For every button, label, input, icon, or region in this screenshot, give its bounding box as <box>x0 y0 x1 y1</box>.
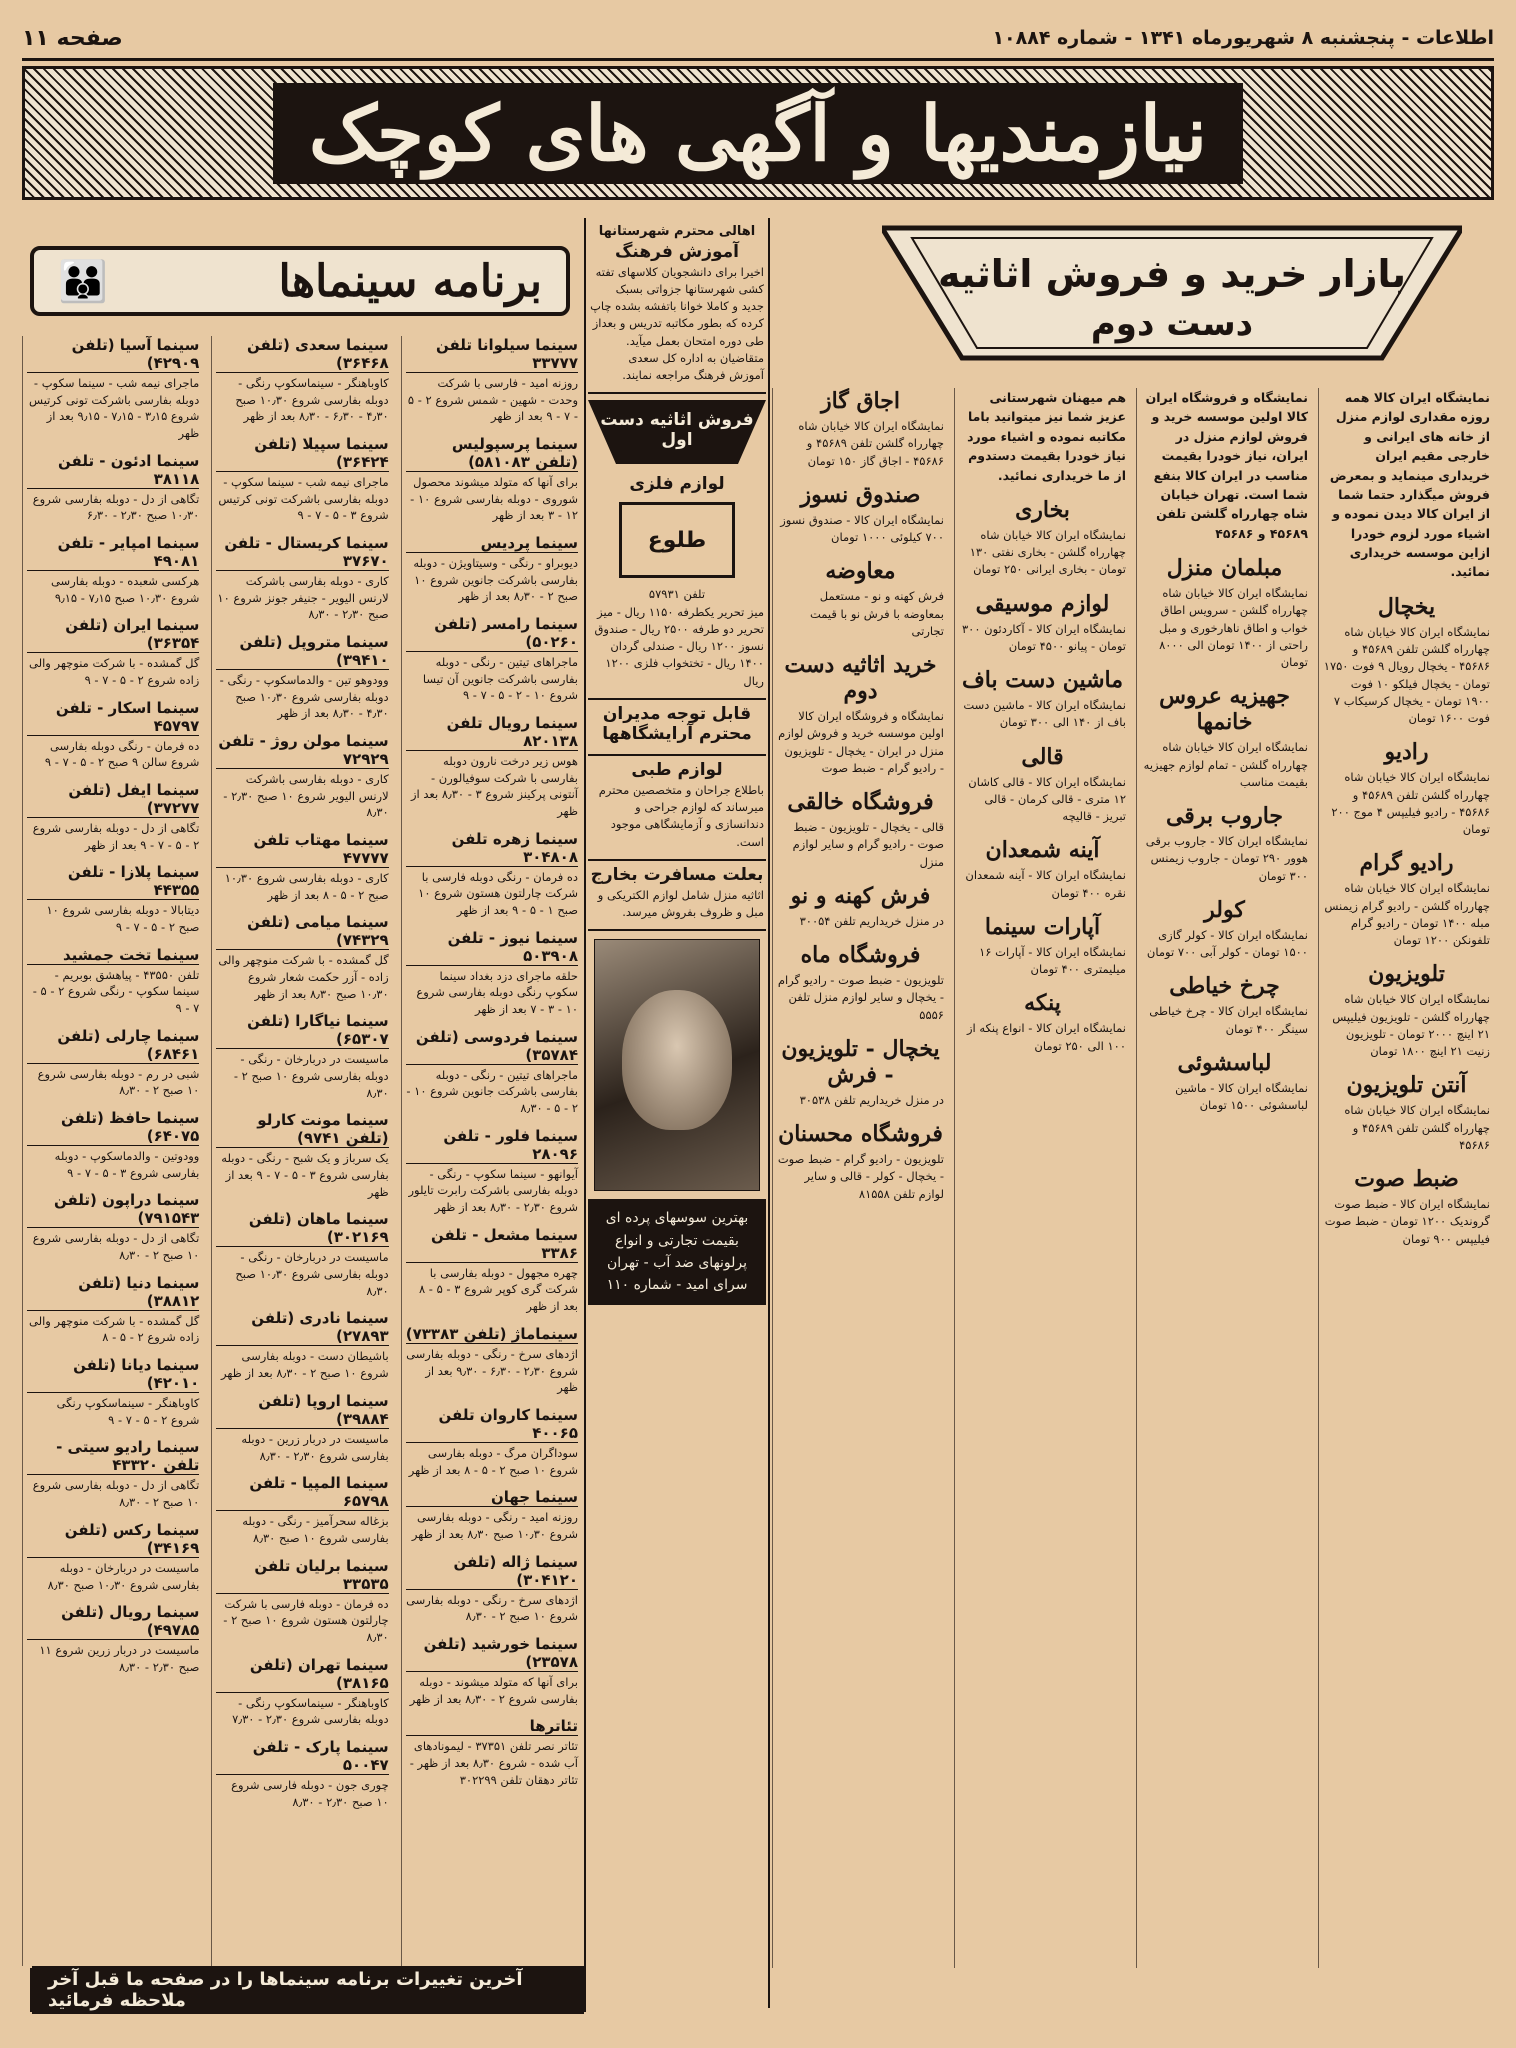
ad-text: نمایشگاه ایران کالا - ماشین لباسشوئی ۱۵۰۰ تومان <box>1175 1080 1308 1112</box>
ad-section <box>959 990 1126 1055</box>
cinema-listing <box>406 534 578 605</box>
ad-text: نمایشگاه ایران کالا - چرخ خیاطی سینگر ۴۰۰ تومان <box>1149 1004 1308 1036</box>
cinema-name: سینما جهان <box>406 1488 578 1507</box>
ad-title: لباسشوئی <box>1177 1049 1272 1076</box>
cinema-listing <box>216 1210 388 1299</box>
cinema-name: سینما سیلوانا تلفن ۳۳۷۷۷ <box>406 336 578 373</box>
ad-title: ماشین دست باف <box>961 667 1124 694</box>
ad-title: فروشگاه خالقی <box>787 789 934 815</box>
ad-text: نمایشگاه ایران کالا - صندوق نسوز ۷۰۰ کیلوئی ۱۰۰۰ تومان <box>780 512 944 544</box>
cinema-listing <box>406 1553 578 1625</box>
ad-text: نمایشگاه ایران کالا - انواع پنکه از ۱۰۰ الی ۲۵۰ تومان <box>966 1021 1126 1053</box>
ad-title: پنکه <box>1024 990 1061 1017</box>
cinema-name: سینما ایفل (تلفن ۳۷۲۷۷) <box>27 781 199 818</box>
right-column-b <box>1136 388 1312 1968</box>
ad-text: فرش کهنه و نو - مستعمل بمعاوضه با فرش نو با قیمت تجارتی <box>809 589 944 638</box>
ad-title: بخاری <box>1015 496 1070 523</box>
ad-title: فروشگاه ماه <box>800 942 921 968</box>
cinema-details: سوداگران مرگ - دوبله بفارسی شروع ۱۰ صبح ۲ - ۵ - ۸ بعد از ظهر <box>408 1445 578 1477</box>
ad-section <box>959 497 1126 579</box>
cinema-name: سینما ماهان (تلفن ۳۰۲۱۶۹) <box>216 1210 388 1247</box>
cinema-listing <box>27 1274 199 1346</box>
cinema-details: تگاهی از دل - دوبله بفارسی شروع ۲ - ۵ - ۷ - ۹ بعد از ظهر <box>32 821 200 852</box>
cinema-name: سینما رکس (تلفن ۳۴۱۶۹) <box>27 1521 199 1558</box>
cinema-details: ماجراهای تیتین - رنگی - دوبله بفارسی باشرکت جانوین آن تیسا شروع ۱۰ - ۲ - ۵ - ۷ - ۹ <box>422 655 578 703</box>
ad-title: صندوق نسوز <box>800 481 921 508</box>
cinema-details: ماسیست در دربار زرین شروع ۱۱ صبح ۲٫۳۰ - ۸٫۳۰ <box>39 1643 200 1674</box>
right-column-d <box>772 388 948 1968</box>
notice-title: آموزش فرهنگ <box>614 241 739 262</box>
cinema-details: کاوباهنگر - سینماسکوپ رنگی شروع ۲ - ۵ - ۷ - ۹ <box>56 1396 200 1427</box>
ad-text: نمایشگاه ایران کالا - ضبط صوت گروندیک ۱۲۰۰ تومان - ضبط صوت فیلیپس ۹۰۰ تومان <box>1324 1197 1490 1246</box>
ad-text: نمایشگاه ایران کالا - آینه شمعدان نقره ۴۰۰ تومان <box>965 868 1126 900</box>
page-number: صفحه ۱۱ <box>22 25 123 51</box>
cinema-name: سینما فلور - تلفن ۲۸۰۹۶ <box>406 1127 578 1164</box>
cinema-listing <box>27 1109 199 1181</box>
cinema-listing <box>27 1438 199 1510</box>
cinema-details: دیوبراو - رنگی - وسیتاویژن - دوبله بفارسی باشرکت جانوین شروع ۱۰ صبح ۲ - ۸٫۳۰ بعد از ظهر <box>413 556 578 604</box>
ad-section <box>777 482 944 547</box>
ad-text: نمایشگاه ایران کالا - قالی کاشان ۱۲ متری - قالی کرمان - قالی تبریز - قالیچه <box>968 774 1126 824</box>
ad-text: تلویزیون - رادیو گرام - ضبط صوت - یخچال - کولر - قالی و سایر لوازم تلفن ۸۱۵۵۸ <box>777 1152 944 1201</box>
cinema-listing <box>216 1309 388 1381</box>
cinema-details: اژدهای سرخ - رنگی - دوبله بفارسی شروع ۱۰ صبح ۲ - ۸٫۳۰ <box>406 1592 578 1624</box>
cinema-name: سینما اسکار - تلفن ۴۵۷۹۷ <box>27 699 199 736</box>
cinema-name: سینما رویال تلفن ۸۲۰۱۳۸ <box>406 714 578 751</box>
travel-text: اثاثیه منزل شامل لوازم الکتریکی و مبل و ظروف بفروش میرسد. <box>597 887 764 919</box>
cinema-name: سینما پلازا - تلفن ۴۴۳۵۵ <box>27 863 199 900</box>
cinema-name: سینما چارلی (تلفن ۶۸۴۶۱) <box>27 1027 199 1064</box>
cinema-name: سینما فردوسی (تلفن ۳۵۷۸۴) <box>406 1028 578 1065</box>
cinema-listing <box>216 435 388 524</box>
cinema-name: سینما آسیا (تلفن ۴۲۹۰۹) <box>27 336 199 373</box>
ad-text: نمایشگاه ایران کالا خیابان شاه چهارراه گلشن تلفن ۴۵۶۸۹ و ۴۵۶۸۶ - اجاق گاز ۱۵۰ تومان <box>798 419 944 468</box>
ad-section <box>1323 961 1490 1060</box>
cinema-listing <box>27 1027 199 1099</box>
cinema-schedule-header <box>30 246 570 316</box>
cinema-name: سینما رامسر (تلفن ۵۰۲۶۰) <box>406 615 578 652</box>
cinema-name: سینما زهره تلفن ۳۰۴۸۰۸ <box>406 830 578 867</box>
cinema-name: سینما رویال (تلفن ۴۹۷۸۵) <box>27 1603 199 1640</box>
cinema-name: سینما برلیان تلفن ۳۳۵۳۵ <box>216 1557 388 1594</box>
cinema-details: ماجراهای تیتین - رنگی - دوبله بفارسی باشرکت جانوین شروع ۱۰ - ۲ - ۵ - ۸٫۳۰ <box>406 1067 578 1116</box>
cinema-details: ماجرای نیمه شب - سینما سکوپ - دوبله بفارسی باشرکت تونی کرتیس شروع ۳ - ۵ - ۷ - ۹ <box>218 475 389 523</box>
cinema-listing <box>27 452 199 524</box>
cinema-listing <box>216 1656 388 1728</box>
ad-section <box>959 591 1126 656</box>
cinema-details: چهره مجهول - دوبله بفارسی با شرکت گری کوپر شروع ۳ - ۵ - ۸ بعد از ظهر <box>418 1265 578 1314</box>
medical-block <box>588 756 766 861</box>
cinema-name: سینما ژاله (تلفن ۳۰۴۱۲۰) <box>406 1553 578 1590</box>
cinema-listing <box>406 435 578 524</box>
right-column-a <box>1318 388 1494 1968</box>
cinema-listing <box>27 336 199 442</box>
barbers-title: قابل توجه مدیران محترم آرایشگاهها <box>602 703 752 744</box>
bazaar-line1: بازار خرید و فروش اثاثیه <box>937 252 1407 296</box>
ad-section <box>1141 803 1308 885</box>
cinema-name: سینما ایران (تلفن ۳۶۳۵۴) <box>27 616 199 653</box>
metal-goods-title: لوازم فلزی <box>629 474 725 495</box>
ad-section <box>959 744 1126 826</box>
cinema-details: شبی در رم - دوبله بفارسی شروع ۱۰ صبح ۲ - ۸٫۳۰ <box>37 1066 200 1098</box>
cinema-name: سینما پردیس <box>406 534 578 553</box>
cinema-listing <box>216 913 388 1002</box>
cinema-details: ماسیست در دربارخان - رنگی - دوبله بفارسی شروع ۱۰٫۳۰ صبح ۸٫۳۰ <box>235 1250 389 1298</box>
ad-title: فرش کهنه و نو <box>790 882 931 909</box>
ad-section <box>777 652 944 777</box>
cinema-details: آیوانهو - سینما سکوپ - رنگی - دوبله بفارسی باشرکت رابرت تایلور شروع ۲٫۳۰ - ۸٫۳۰ بعد از ظهر <box>408 1166 578 1215</box>
ad-section <box>1141 555 1308 671</box>
cinema-details: تگاهی از دل - دوبله بفارسی شروع ۱۰٫۳۰ صبح ۲٫۳۰ - ۶٫۳۰ <box>32 491 200 523</box>
cinema-details: گل گمشده - با شرکت منوچهر والی زاده - آزر حکمت شعار شروع ۱۰٫۳۰ صبح ۸٫۳۰ بعد از ظهر <box>218 953 389 1001</box>
ad-title: یخچال - تلویزیون - فرش <box>781 1035 940 1088</box>
cinema-listing <box>27 863 199 935</box>
portrait-photo <box>594 939 760 1191</box>
cinema-details: گل گمشده - با شرکت منوچهر والی زاده شروع ۲ - ۵ - ۸ <box>29 1313 200 1345</box>
ad-text: نمایشگاه ایران کالا خیابان شاه چهارراه گلشن - سرویس اطاق خواب و اطاق ناهارخوری و مبل راحتی از ۱۴۰۰ تومان الی ۸۰۰۰ تومان <box>1158 586 1308 669</box>
cinema-details: حلقه ماجرای دزد بغداد سینما سکوپ رنگی دوبله بفارسی شروع ۱۰ - ۳ - ۷ بعد از ظهر <box>416 968 578 1017</box>
ad-title: خرید اثاثیه دست دوم <box>784 652 937 704</box>
right-columns <box>772 388 1494 1968</box>
cinema-listing <box>27 946 199 1017</box>
cinema-details: وودوتین - والدماسکوپ - دوبله بفارسی شروع ۳ - ۵ - ۷ - ۹ <box>54 1149 200 1180</box>
cinema-details: کاری - دوبله بفارسی باشرکت لارنس الیویر - جنیفر جونز شروع ۱۰ صبح ۲٫۳۰ - ۸٫۳۰ <box>217 574 389 622</box>
cinema-listing <box>406 336 578 425</box>
ad-text: قالی - یخچال - تلویزیون - ضبط صوت - رادیو گرام و سایر لوازم منزل <box>792 820 944 869</box>
cinema-details: ماسیست در دربارخان - رنگی - دوبله بفارسی شروع ۱۰ صبح ۲ - ۸٫۳۰ <box>233 1052 389 1100</box>
barbers-block <box>588 700 766 756</box>
cinema-listing <box>27 699 199 771</box>
ad-title: رادیو <box>1384 739 1429 766</box>
cinema-details: روزنه امید - فارسی با شرکت وحدت - شهین - شمس شروع ۲ - ۵ - ۷ - ۹ بعد از ظهر <box>407 376 578 424</box>
cinema-name: سینما دیانا (تلفن ۴۲۰۱۰) <box>27 1356 199 1393</box>
cinema-name: سینما رادیو سیتی - تلفن ۴۳۳۲۰ <box>27 1438 199 1475</box>
ad-title: یخچال <box>1377 593 1436 620</box>
ad-section <box>1323 594 1490 728</box>
cinema-listing <box>27 616 199 688</box>
cinema-listing <box>406 1406 578 1478</box>
ad-text: نمایشگاه ایران کالا خیابان شاه چهارراه گلشن - بخاری نفتی ۱۳۰ تومان - بخاری ایرانی ۲۵۰ تومان <box>969 527 1126 577</box>
cinema-name: تئاترها <box>406 1717 578 1736</box>
classifieds-banner <box>22 66 1494 200</box>
cinema-name: سینما کریستال - تلفن ۳۷۶۷۰ <box>216 534 388 571</box>
ad-text: نمایشگاه ایران کالا خیابان شاه چهارراه گلشن - تمام لوازم جهیزیه بقیمت مناسب <box>1143 740 1308 789</box>
cinema-name: سینما متروپل (تلفن ۳۹۴۱۰) <box>216 633 388 670</box>
cinema-listing <box>406 1127 578 1216</box>
bazaar-header <box>882 218 1462 368</box>
cinema-name: سینما تهران (تلفن ۳۸۱۶۵) <box>216 1656 388 1693</box>
cinema-listing <box>216 1392 388 1464</box>
ad-text: نمایشگاه ایران کالا - آکاردئون ۳۰۰ تومان - پیانو ۴۵۰۰ تومان <box>961 621 1126 653</box>
sell-first-hand-label: فروش اثاثیه دست اول <box>600 410 754 451</box>
cinema-listing <box>216 1012 388 1101</box>
middle-column <box>588 218 766 1968</box>
cinema-name: سینماماژ (تلفن ۷۳۳۸۳) <box>405 1324 578 1343</box>
cinema-name: سینما سپیلا (تلفن ۳۶۴۲۴) <box>216 435 388 472</box>
ad-section <box>777 789 944 871</box>
cinema-name: سینما نیاگارا (تلفن ۶۵۳۰۷) <box>216 1012 388 1049</box>
cinema-listing <box>216 336 388 425</box>
cinema-columns <box>22 336 582 1966</box>
cinema-listing <box>406 1717 578 1788</box>
cinema-listing <box>216 1738 388 1810</box>
ad-title: لوازم موسیقی <box>975 590 1110 617</box>
column-divider <box>584 218 586 2008</box>
cinema-name: سینما کاروان تلفن ۴۰۰۶۵ <box>406 1406 578 1443</box>
ad-section <box>959 914 1126 979</box>
cinema-details: وودوهو تین - والدماسکوپ - رنگی - دوبله بفارسی شروع ۱۰٫۳۰ صبح ۴٫۳۰ - ۸٫۳۰ بعد از ظهر <box>219 673 389 721</box>
intro-c: هم میهنان شهرستانی عزیز شما نیز میتوانید باما مکاتبه نموده و اشیاء مورد نیاز خودرا بقیمت دستدوم از ما خریداری نمائید. <box>967 390 1126 483</box>
ad-section <box>1323 1166 1490 1248</box>
cinema-listing <box>27 1356 199 1428</box>
cinema-details: ده فرمان - رنگی دوبله بفارسی شروع سالن ۹ صبح ۲ - ۵ - ۷ - ۹ <box>44 738 200 770</box>
ad-section <box>1323 1072 1490 1154</box>
ad-section <box>777 883 944 930</box>
cinema-name: سینما سعدی (تلفن ۳۶۴۶۸) <box>216 336 388 373</box>
cinema-column-1 <box>401 336 582 1966</box>
ad-section <box>777 1036 944 1109</box>
medical-title: لوازم طبی <box>631 759 723 780</box>
ad-text: نمایشگاه ایران کالا - جاروب برقی هوور ۲۹۰ تومان - جاروب زیمنس ۳۰۰ تومان <box>1145 834 1308 883</box>
ad-title: جاروب برقی <box>1165 803 1284 829</box>
cinema-name: سینما مولن روژ - تلفن ۷۲۹۲۹ <box>216 732 388 769</box>
ad-title: قالی <box>1021 743 1064 770</box>
travel-block <box>588 861 766 932</box>
ad-title: آپارات سینما <box>984 913 1101 940</box>
intro-b: نمایشگاه و فروشگاه ایران کالا اولین موسسه خرید و فروش لوازم منزل در ایران، نیاز خودرا بقیمت مناسب در ایران کالا بنفع شما است. تهران خیابان شاه چهارراه گلشن تلفن ۴۵۶۸۹ و ۴۵۶۸۶ <box>1145 390 1308 541</box>
ad-text: در منزل خریداریم تلفن ۳۰۵۳۸ <box>799 1092 944 1107</box>
cinema-listing <box>406 830 578 919</box>
notice-subtitle: اهالی محترم شهرستانها <box>598 224 756 239</box>
ad-title: چرخ خیاطی <box>1169 973 1280 1000</box>
cinema-details: یک سرباز و یک شبح - رنگی - دوبله بفارسی شروع ۳ - ۵ - ۷ - ۹ بعد از ظهر <box>221 1151 389 1199</box>
cinema-listing <box>406 1028 578 1117</box>
ad-title: جهیزیه عروس خانمها <box>1159 683 1290 736</box>
ad-text: نمایشگاه ایران کالا - کولر گازی ۱۵۰۰ تومان - کولر آبی ۷۰۰ تومان <box>1146 927 1308 959</box>
cinema-details: ده فرمان - دوبله فارسی با شرکت چارلتون هستون شروع ۱۰ صبح ۲ - ۸٫۳۰ <box>223 1596 389 1644</box>
column-divider <box>768 218 770 2008</box>
cinema-listing <box>406 929 578 1018</box>
ad-section <box>1323 739 1490 838</box>
cinema-details: کاوباهنگر - سینماسکوپ رنگی - دوبله بفارسی شروع ۲٫۳۰ - ۷٫۳۰ <box>232 1695 389 1727</box>
curtain-ad: بهترین سوسهای پرده ای بقیمت تجارتی و انواع پرلونهای ضد آب - تهران سرای امید - شماره ۱۱۰ <box>588 1199 766 1305</box>
sell-first-hand-arrow <box>588 400 766 464</box>
banner-title: نیازمندیها و آگهی های کوچک <box>273 83 1243 184</box>
ad-section <box>777 942 944 1024</box>
ad-section <box>959 667 1126 732</box>
ad-text: نمایشگاه ایران کالا خیابان شاه چهارراه گلشن تلفن ۴۵۶۸۹ و ۴۵۶۸۶ <box>1344 1103 1490 1152</box>
ad-text: نمایشگاه ایران کالا - ماشین دست باف از ۱۴۰ الی ۳۰۰ تومان <box>963 698 1126 730</box>
ad-title: آنتن تلویزیون <box>1346 1072 1467 1099</box>
intro-a: نمایشگاه ایران کالا همه روزه مقداری لوازم منزل از خانه های ایرانی و خارجی مقیم ایران خریداری مینماید و بمعرض فروش میگذارد حتما شما از ایران کالا دیدن نموده و اشیاء مورد لزوم خودرا ازاین موسسه خریداری نمائید. <box>1329 390 1490 580</box>
footer-banner <box>30 1968 586 2012</box>
masthead: اطلاعات - پنجشنبه ۸ شهریورماه ۱۳۴۱ - شماره ۱۰۸۸۴ <box>992 27 1494 49</box>
cinema-name: سینما ادئون - تلفن ۳۸۱۱۸ <box>27 452 199 489</box>
cinema-listing <box>216 633 388 722</box>
ad-text: در منزل خریداریم تلفن ۳۰۰۵۴ <box>799 913 944 928</box>
ad-title: رادیو گرام <box>1359 850 1454 877</box>
cinema-details: باشیطان دست - دوبله بفارسی شروع ۱۰ صبح ۲ - ۸٫۳۰ بعد از ظهر <box>221 1349 389 1381</box>
cinema-name: سینما نادری (تلفن ۲۷۸۹۳) <box>216 1309 388 1346</box>
cinema-name: سینما تخت جمشید <box>27 946 199 965</box>
cinema-name: سینما دراپون (تلفن ۷۹۱۵۴۳) <box>27 1191 199 1228</box>
cinema-details: هرکسی شعبده - دوبله بفارسی شروع ۱۰٫۳۰ صبح ۷٫۱۵ - ۹٫۱۵ <box>50 574 200 605</box>
cinema-details: برای آنها که متولد میشوند - دوبله بفارسی شروع ۲ - ۸٫۳۰ بعد از ظهر <box>409 1674 578 1706</box>
right-column-c <box>954 388 1130 1968</box>
cinema-details: تلفن ۴۳۵۵۰ - پیاهشق بوبریم - سینما سکوپ - رنگی شروع ۲ - ۵ - ۷ - ۹ <box>32 967 200 1016</box>
cinema-listing <box>216 534 388 623</box>
cinema-name: سینما مهتاب تلفن ۴۷۷۷۷ <box>216 831 388 868</box>
bazaar-line2: دست دوم <box>1090 304 1254 344</box>
masthead-line <box>22 18 1494 61</box>
ad-section <box>959 837 1126 902</box>
ad-title: ضبط صوت <box>1354 1166 1459 1192</box>
footer-text: آخرین تغییرات برنامه سینماها را در صفحه ما قبل آخر ملاحظه فرمائید <box>32 1966 584 2014</box>
cinema-details: بزغاله سحرآمیز - رنگی - دوبله بفارسی شروع ۱۰ صبح ۸٫۳۰ <box>242 1514 389 1545</box>
family-icon: 👪 <box>58 258 108 305</box>
ad-section <box>777 388 944 470</box>
cinema-details: کاری - دوبله بفارسی باشرکت لارنس الیویر شروع ۱۰ صبح ۲٫۳۰ - ۸٫۳۰ <box>223 772 389 820</box>
ad-text: نمایشگاه ایران کالا - آپارات ۱۶ میلیمتری ۴۰۰ تومان <box>979 944 1126 977</box>
cinema-name: سینما دنیا (تلفن ۳۸۸۱۲) <box>27 1274 199 1311</box>
cinema-name: سینما حافظ (تلفن ۶۴۰۷۵) <box>27 1109 199 1146</box>
cinema-details: کاوباهنگر - سینماسکوپ رنگی - دوبله بفارسی شروع ۱۰٫۳۰ صبح ۴٫۳۰ - ۶٫۳۰ - ۸٫۳۰ بعد از ظهر <box>235 376 389 424</box>
ad-section <box>1323 850 1490 949</box>
ad-section <box>1141 683 1308 791</box>
cinema-schedule-title: برنامه سینماها <box>278 255 542 307</box>
cinema-details: هوس زیر درخت نارون دوبله بفارسی با شرکت سوفیالورن - آنتونی پرکینز شروع ۳ - ۸٫۳۰ بعد از ظهر <box>410 754 578 819</box>
ad-section <box>777 558 944 640</box>
cinema-details: کاری - دوبله بفارسی شروع ۱۰٫۳۰ صبح ۲ - ۵ - ۸ بعد از ظهر <box>224 871 389 902</box>
metal-prices: میز تحریر یکطرفه ۱۱۵۰ ریال - میز تحریر دو طرفه ۲۵۰۰ ریال - صندوق نسوز ۱۲۰۰ ریال - صندلی گردان ۱۴۰۰ ریال - تختخواب فلزی ۱۲۰۰ ریال <box>594 604 764 688</box>
ad-title: کولر <box>1204 896 1245 923</box>
ad-text: نمایشگاه و فروشگاه ایران کالا اولین موسسه خرید و فروش لوازم منزل در ایران - یخچال - تلویزیون - رادیو گرام - ضبط صوت <box>778 709 944 775</box>
medical-text: باطلاع جراحان و متخصصین محترم میرساند که لوازم جراحی و دندانسازی و آزمایشگاهی موجود است. <box>598 782 764 849</box>
ad-title: اجاق گاز <box>821 388 900 414</box>
notice-block <box>588 218 766 394</box>
tolou-logo <box>619 502 735 578</box>
cinema-name: سینما پارک - تلفن ۵۰۰۴۷ <box>216 1738 388 1775</box>
ad-title: مبلمان منزل <box>1166 555 1283 581</box>
cinema-name: سینما المپیا - تلفن ۶۵۷۹۸ <box>216 1474 388 1511</box>
cinema-details: برای آنها که متولد میشوند محصول شوروی - دوبله بفارسی شروع ۱۰ - ۱۲ - ۳ بعد از ظهر <box>410 475 578 523</box>
ad-section <box>1141 973 1308 1038</box>
logo-phone: تلفن ۵۷۹۳۱ <box>648 587 706 602</box>
ad-section <box>777 1121 944 1203</box>
notice-text: اخیرا برای دانشجویان کلاسهای تفته کشی شهرستانها جزواتی بسبک جدید و کاملا خوانا باتفشه بشده چاپ کرده که بطور مکاتبه تدریس و بعداز طی دوره امتحان بعمل میآید. متقاضیان به اداره کل سعدی آموزش فرهنگ مراجعه نمایند. <box>590 264 764 382</box>
ad-title: فروشگاه محسنان <box>778 1121 943 1147</box>
cinema-listing <box>216 1111 388 1200</box>
cinema-listing <box>27 781 199 853</box>
cinema-listing <box>216 1557 388 1646</box>
cinema-details: روزنه امید - رنگی - دوبله بفارسی شروع ۱۰٫۳۰ صبح ۸٫۳۰ بعد از ظهر <box>411 1510 578 1541</box>
ad-text: نمایشگاه ایران کالا خیابان شاه چهارراه گلشن تلفن ۴۵۶۸۹ و ۴۵۶۸۶ - رادیو فیلیپس ۴ موج ۲۰۰ تومان <box>1331 770 1490 836</box>
ad-text: نمایشگاه ایران کالا خیابان شاه چهارراه گلشن - تلویزیون فیلیپس ۲۱ اینچ ۲۰۰۰ تومان - تلویزیون زنیت ۲۱ اینچ ۱۸۰۰ تومان <box>1332 992 1490 1058</box>
cinema-name: سینما امپایر - تلفن ۴۹۰۸۱ <box>27 534 199 571</box>
cinema-details: ماجرای نیمه شب - سینما سکوپ - دوبله بفارسی باشرکت تونی کرتیس شروع ۳٫۱۵ - ۷٫۱۵ - ۹٫۱۵ بعد از ظهر <box>29 376 200 441</box>
cinema-listing <box>27 1603 199 1675</box>
ad-title: تلویزیون <box>1368 961 1445 988</box>
cinema-listing <box>27 1191 199 1263</box>
cinema-details: دیتابالا - دوبله بفارسی شروع ۱۰ صبح ۲ - ۵ - ۷ - ۹ <box>46 903 200 935</box>
ad-text: تلویزیون - ضبط صوت - رادیو گرام - یخچال و سایر لوازم منزل تلفن ۵۵۵۶ <box>777 973 944 1022</box>
cinema-listing <box>406 615 578 704</box>
cinema-listing <box>216 1474 388 1546</box>
cinema-listing <box>406 1226 578 1315</box>
cinema-details: چوری جون - دوبله فارسی شروع ۱۰ صبح ۲٫۳۰ - ۸٫۳۰ <box>231 1777 389 1809</box>
cinema-details: گل گمشده - با شرکت منوچهر والی زاده شروع ۲ - ۵ - ۷ - ۹ <box>29 656 200 688</box>
cinema-details: ماسیست در دربار زرین - دوبله بفارسی شروع ۲٫۳۰ - ۸٫۳۰ <box>241 1431 389 1463</box>
cinema-listing <box>216 831 388 903</box>
cinema-name: سینما مونت کارلو (تلفن ۹۷۴۱) <box>216 1111 388 1148</box>
logo-text: طلوع <box>647 527 707 553</box>
cinema-name: سینما میامی (تلفن ۷۴۳۲۹) <box>216 913 388 950</box>
cinema-details: ده فرمان - رنگی دوبله فارسی با شرکت چارلتون هستون شروع ۱۰ صبح ۱ - ۵ - ۹ بعد از ظهر <box>418 869 578 918</box>
cinema-listing <box>406 1488 578 1542</box>
ad-section <box>1141 897 1308 962</box>
cinema-listing <box>27 534 199 606</box>
ad-title: آینه شمعدان <box>985 837 1100 864</box>
cinema-name: سینما مشعل - تلفن ۳۳۸۶ <box>406 1226 578 1263</box>
cinema-details: ماسیست در دربارخان - دوبله بفارسی شروع ۱۰٫۳۰ صبح ۸٫۳۰ <box>47 1560 200 1592</box>
cinema-name: سینما خورشید (تلفن ۲۳۵۷۸) <box>406 1635 578 1672</box>
travel-title: بعلت مسافرت بخارج <box>590 864 764 885</box>
newspaper-page <box>22 18 1494 2030</box>
ad-text: نمایشگاه ایران کالا خیابان شاه چهارراه گلشن تلفن ۴۵۶۸۹ و ۴۵۶۸۶ - یخچال رویال ۹ فوت ۱۷۵۰ تومان - یخچال فیلکو ۱۰ فوت ۱۹۰۰ تومان - یخچال کرسیکاب ۷ فوت ۱۶۰۰ تومان <box>1323 624 1490 725</box>
ad-title: معاوضه <box>825 558 896 585</box>
cinema-listing <box>216 732 388 821</box>
cinema-listing <box>27 1521 199 1593</box>
portrait-face <box>622 990 732 1130</box>
ad-text: نمایشگاه ایران کالا خیابان شاه چهارراه گلشن - رادیو گرام زیمنس مبله ۱۴۰۰ تومان - رادیو گرام تلفونکن ۱۲۰۰ تومان <box>1324 881 1490 947</box>
cinema-details: تگاهی از دل - دوبله بفارسی شروع ۱۰ صبح ۲ - ۸٫۳۰ <box>32 1478 200 1510</box>
cinema-details: تگاهی از دل - دوبله بفارسی شروع ۱۰ صبح ۲ - ۸٫۳۰ <box>32 1231 200 1263</box>
ad-section <box>1141 1050 1308 1115</box>
cinema-details: اژدهای سرخ - رنگی - دوبله بفارسی شروع ۲٫۳۰ - ۶٫۳۰ - ۹٫۳۰ بعد از ظهر <box>406 1346 578 1395</box>
cinema-column-3 <box>22 336 203 1966</box>
cinema-name: سینما نیوز - تلفن ۵۰۳۹۰۸ <box>406 929 578 966</box>
cinema-listing <box>406 1325 578 1396</box>
cinema-column-2 <box>211 336 392 1966</box>
metal-goods-block <box>588 470 766 700</box>
cinema-name: سینما پرسپولیس (تلفن ۵۸۱۰۸۳) <box>406 435 578 472</box>
cinema-details: تئاتر نصر تلفن ۳۷۳۵۱ - لیمونادهای آب شده - شروع ۸٫۳۰ بعد از ظهر - تئاتر دهقان تلفن ۳۰۲۲۹۹ <box>409 1739 578 1787</box>
cinema-listing <box>406 1635 578 1707</box>
cinema-listing <box>406 714 578 820</box>
cinema-name: سینما اروپا (تلفن ۳۹۸۸۴) <box>216 1392 388 1429</box>
